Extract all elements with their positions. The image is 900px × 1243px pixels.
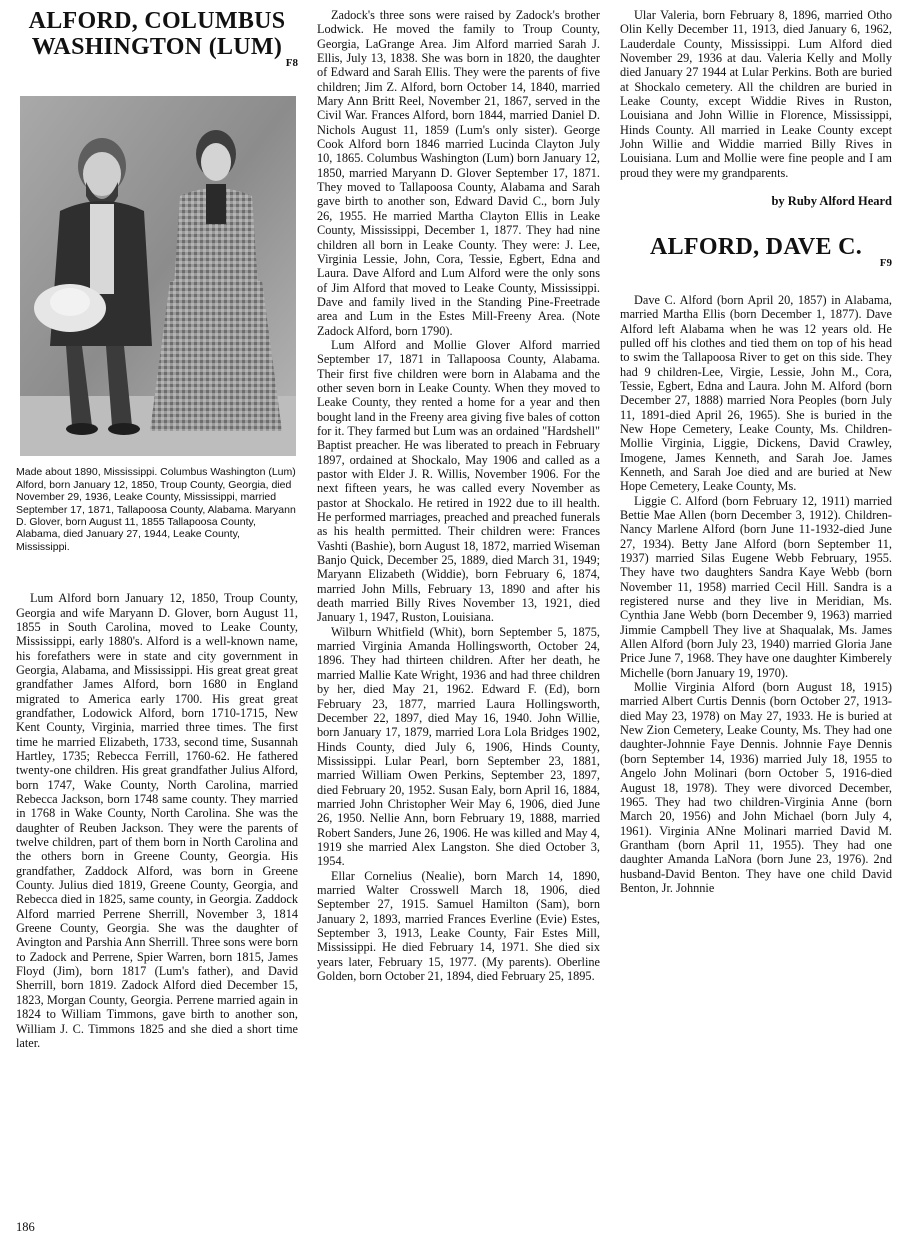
article-1-author: by Ruby Alford Heard [771, 194, 892, 209]
column-3 [620, 8, 892, 895]
article-1-paragraph-1: Lum Alford born January 12, 1850, Troup County, Georgia and wife Maryann D. Glover, born August 11, 1855 in South Carolina, moved to Leake County, Mississippi, early 1880's. Alford is a well-known name, his forefathers were in state and city government in Georgia, Alabama, and Mississippi. His great great great grandfather James Alford, born 1680 in England migrated to America early 1700. His great great grandfather, Lodowick Alford, born 1710-1715, New Kent County, Virginia, married three times. The first time he married Elizabeth, 1733, second time, Susannah Hartley, 1735; Rebecca Ferrill, 1760-62. He fathered twenty-one children. His great grandfather Julius Alford, born 1747, Wake County, North Carolina, married Rebecca Jackson, born 1748 same county. They married in 1768 in Wake County, North Carolina. She was the daughter of Reuben Jackson. They were the parents of twelve children, part of them born in North Carolina and the others born in Greene County, Georgia. His grandfather, Zaddock Alford, was born in Greene County. Julius died 1819, Greene County, Georgia, and Rebecca died in 1825, same county, in Georgia. Zaddock Alford married Perrene Sherrill, November 3, 1814 Greene County, Georgia. She was the daughter of Avington and Parshia Ann Sherrill. Three sons were born to Zadock and Perrene, Spier Warren, born 1815, James Floyd (Jim), born 1817 (Lum's father), and David Sherrill, born 1819. Zadock Alford died December 15, 1823, Morgan County, Georgia. Perrene married again in 1824 to William Timmons, gave birth to another son, William J. C. Timmons 1825 and she died a short time later. [16, 591, 298, 1050]
article-1-title-line-2: WASHINGTON (LUM) [31, 34, 283, 60]
column-1 [16, 8, 298, 1050]
article-2-paragraph-2: Liggie C. Alford (born February 12, 1911) married Bettie Mae Allen (born December 3, 1912). Children-Nancy Marlene Alford (born June 11-1932-died June 27, 1934). Betty Jane Alford (born September 11, 1937) married Silas Eugene Webb February, 1955. They have two daughters Sandra Kaye Webb (born November 11, 1958) married Cecil Hill. Sandra is a registered nurse and they live in Meridian, Ms. Cynthia Jane Webb (born December 9, 1963) married Jimmie Campbell They live at Shaqualak, Ms. James Allen Alford (born July 23, 1940) married Gloria Jane Price June 7, 1968. They have one daughter Kimberely Michelle (born January 19, 1970). [620, 493, 892, 680]
article-2-paragraph-1: Dave C. Alford (born April 20, 1857) in Alabama, married Martha Ellis (born December 1, 1877). Dave Alford left Alabama when he was 12 years old. He pulled off his clothes and tied them on top of his head to swim the Tallapoosa River to get on this side. They had 9 children-Lee, Virgie, Lessie, John M., Cora, Tessie, Egbert, Edna and Laura. John M. Alford (born December 27, 1888) married Nora Peoples (born July 11, 1891-died April 26, 1965). She is buried in the New Hope Cemetery, Leake County, Ms. Children-Mollie Virginia, Liggie, Dickens, David Crawley, Imogene, James Kenneth, and Sarah Joe. James Kenneth, and Sarah Joe died and are buried at New Hope Cemetery, Leake County, Ms. [620, 292, 892, 494]
portrait-photo [20, 96, 296, 456]
portrait-photo-image [20, 96, 296, 456]
column-2 [317, 8, 600, 983]
article-2-title: ALFORD, DAVE C. [649, 234, 863, 261]
article-1-paragraph-5: Ellar Cornelius (Nealie), born March 14, 1890, married Walter Crosswell March 18, 1906, died September 27, 1915. Samuel Hamilton (Sam), born January 2, 1893, married Frances Everline (Evie) Estes, September 3, 1913, Leake County, Fair Estes Mill, Mississippi. He died February 14, 1971. She died six years later, February 15, 1977. (My parents). Oberline Golden, born October 21, 1894, died February 25, 1895. [317, 868, 600, 984]
article-1-title-line-1: ALFORD, COLUMBUS [28, 8, 286, 34]
photo-caption: Made about 1890, Mississippi. Columbus Washington (Lum) Alford, born January 12, 1850, Troup County, Georgia, died November 29, 1936, Leake County, Mississippi, married September 17, 1871, Tallapoosa County, Alabama. Maryann D. Glover, born August 11, 1855 Tallapoosa County, Alabama, died January 27, 1944, Leake County, Mississippi. [16, 466, 296, 553]
page-number: 186 [16, 1220, 35, 1234]
article-1-paragraph-3: Lum Alford and Mollie Glover Alford married September 17, 1871 in Tallapoosa County, Alabama. Their first five children were born in Alabama and the other seven born in Leake County. When they moved to Leake County, they rented a home for a year and then bought land in the Freeny area giving five bales of cotton for it. They farmed but Lum was an ordained "Hardshell" Baptist preacher. He was liberated to preach in February 1897, ordained at Shockalo, May 1906 and called as a pastor with Elder J. R. Willis, November 1906. For the next fifteen years, he was called every November as pastor at Shockalo. He retired in 1922 due to ill health. He performed marriages, preached and preached funerals as his health permitted. Their children were: Frances Vashti (Bashie), born August 18, 1872, married Wiseman Banjo Quick, December 25, 1889, died March 31, 1949; Maryann Elizabeth (Widdie), born February 6, 1874, married John Mills, February 13, 1890 and after his death married Billy Rives November 13, 1921, died January 1, 1947, Ruston, Louisiana. [317, 337, 600, 625]
article-2-code: F9 [879, 257, 892, 270]
article-1-code: F8 [285, 57, 298, 69]
article-1-paragraph-6: Ular Valeria, born February 8, 1896, married Otho Olin Kelly December 11, 1913, died January 6, 1962, Lauderdale County, Mississippi. Lum Alford died November 29, 1936 at dau. Valeria Kelly and Molly died January 27 1944 at Lular Perkins. Both are buried at Shockalo cemetery. All the children are buried in Leake County, except Widdie Rives in Ruston, Louisiana and John Willie in Florence, Mississippi, Hinds County. All married in Leake County except John Willie and Widdie married Billy Rives in Louisiana. Lum and Mollie were fine people and I am proud they were my grandparents. [620, 8, 892, 180]
article-2-paragraph-3: Mollie Virginia Alford (born August 18, 1915) married Albert Curtis Dennis (born October 27, 1913-died May 23, 1978) on May 27, 1933. He is buried at New Zion Cemetery, Leake County, Ms. They had one daughter-Johnnie Faye Dennis. Johnnie Faye Dennis (born September 14, 1936) married July 18, 1955 to Angelo John Molinari (born October 5, 1916-died August 18, 1978). They were divorced December, 1965. They had two children-Virginia Anne (born March 20, 1956) and John Michael (born July 4, 1961). Virginia ANne Molinari married David M. Grantham (born April 11, 1955). They had one daughter Amanda LaNora (born June 23, 1976). 2nd husband-David Benton. They have one child David Benton, Jr. Johnnie [620, 680, 892, 895]
article-1-title [16, 8, 298, 60]
article-1-paragraph-4: Wilburn Whitfield (Whit), born September 5, 1875, married Virginia Amanda Hollingsworth, October 24, 1896. They had thirteen children. After her death, he married Mallie Kate Wright, 1936 and had three children by her, died May 21, 1962. Edward F. (Ed), born February 23, 1877, married Laura Hollingsworth, December 22, 1897, died May 16, 1940. John Willie, born January 17, 1879, married Lora Lola Bridges 1902, Hinds County, died July 6, 1906, Hinds County, Mississippi. Lular Pearl, born September 23, 1881, married William Owen Perkins, September 23, 1897, died February 20, 1952. Susan Ealy, born April 16, 1884, married John Christopher Weir May 6, 1906, died June 26, 1950. Nellie Ann, born February 19, 1888, married Robert Sanders, June 26, 1906. He was killed and May 4, 1919 she married Alex Langston. She died October 3, 1954. [317, 624, 600, 869]
spacer [16, 553, 298, 591]
article-1-paragraph-2: Zadock's three sons were raised by Zadock's brother Lodwick. He moved the family to Troup County, Georgia, LaGrange Area. Jim Alford married Sarah J. Ellis, July 13, 1838. She was born in 1820, the daughter of Edward and Sarah Ellis. They were the parents of five children; Jim Z. Alford, born October 14, 1840, married Mary Ann Britt Reel, November 21, 1867, served in the Civil War. Frances Alford, born 1844, married Daniel D. Nichols August 11, 1859 (Lum's only sister). George Cook Alford born 1846 married Lucinda Clayton July 10, 1865. Columbus Washington (Lum) born January 12, 1850, married Maryann D. Glover September 17, 1871. They moved to Tallapoosa County, Alabama and Sarah gave birth to another son, Edward David C., born July 26, 1955. He married Martha Clayton Ellis in Leake County, Mississippi, December 1, 1877. They had nine children all born in Leake County. They were: J. Lee, Virginia Lessie, John, Cora, Tessie, Egbert, Edna and Laura. Dave Alford and Lum Alford were the only sons of Jim Alford that moved to Leake County, Mississippi. Dave and family lived in the Standing Pine-Freetrade area and Lum in the Estes Mill-Freeny Area. (Note Zadock Alford, born 1790). [317, 8, 600, 338]
